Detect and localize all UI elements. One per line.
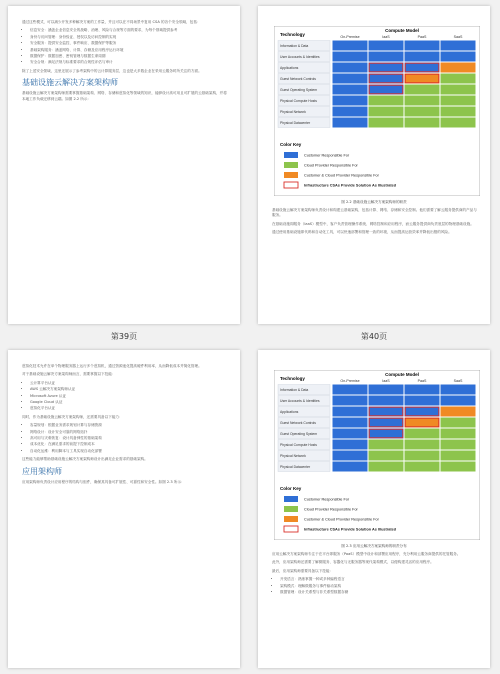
- matrix-cell: [405, 440, 440, 450]
- matrix-cell: [369, 96, 404, 106]
- responsibility-matrix-figure: [274, 26, 480, 196]
- matrix-cell: [441, 52, 476, 62]
- legend-label: Infrastructure CSAs Provide Solution As Illustrated: [304, 527, 397, 532]
- legend-swatch: [284, 182, 298, 188]
- figure-caption: 图 2.3 应用云解决方案架构师的职责分布: [341, 544, 407, 548]
- matrix-cell: [369, 440, 404, 450]
- matrix-cell: [441, 418, 476, 428]
- p41-bullet: • 虚拟化平台认证: [30, 406, 228, 411]
- p39-bullet: • 安全服务：提供安全监控、事件响应、数据保护等服务: [30, 41, 228, 46]
- matrix-cell: [369, 85, 404, 95]
- column-header: SaaS: [453, 379, 463, 383]
- row-label: Guest Operating System: [280, 88, 318, 92]
- matrix-cell: [441, 63, 476, 73]
- matrix-cell: [405, 418, 440, 428]
- matrix-cell: [369, 74, 404, 84]
- matrix-cell: [333, 107, 368, 117]
- section-heading: 基础设施云解决方案架构师: [22, 78, 118, 88]
- matrix-cell: [333, 63, 368, 73]
- column-header: PaaS: [417, 35, 427, 39]
- legend-swatch: [284, 506, 298, 512]
- matrix-cell: [405, 74, 440, 84]
- legend-swatch: [284, 516, 298, 522]
- page-number: 第39页: [110, 332, 138, 341]
- p39-bullet: • 信息安全：涵盖企业信息安全的战略、治理、风险与合规等方面的要求，为每个领域提供参考: [30, 28, 228, 33]
- page-41: [8, 350, 240, 668]
- matrix-cell: [369, 107, 404, 117]
- row-label: Physical Compute Hosts: [280, 443, 317, 447]
- legend-label: Customer Responsible For: [304, 153, 350, 158]
- legend-swatch: [284, 526, 298, 532]
- page-41-body: [22, 364, 228, 488]
- compute-model-title: Compute Model: [385, 28, 419, 33]
- matrix-cell: [369, 396, 404, 406]
- matrix-cell: [405, 63, 440, 73]
- p41-bullet: • 自动化运维：利用脚本与工具实现自动化部署: [30, 449, 228, 454]
- matrix-cell: [333, 418, 368, 428]
- p41-para: 对于基础设施云解决方案架构师而言，需要掌握以下技能：: [22, 372, 116, 377]
- matrix-cell: [369, 451, 404, 461]
- p41-para: 同时，作为基础设施云解决方案架构师，还需要具备以下能力：: [22, 414, 123, 419]
- matrix-cell: [405, 385, 440, 395]
- p39-para: 基础设施云解决方案架构师需要掌握基础架构、网络、存储和虚拟化等领域的知识，能够设计高可用且可扩展的云基础架构，并将本地工作负载迁移到云端。如图 2.2 所示：: [22, 91, 227, 101]
- matrix-cell: [405, 118, 440, 128]
- matrix-cell: [405, 41, 440, 51]
- p39-para: 除了上述安全领域，这里还展示了参考架构中的云计算服务层，这也是大多数企业在采用云服务时所关注的方面。: [22, 68, 202, 73]
- matrix-cell: [441, 407, 476, 417]
- p42-bullet-list: [272, 577, 478, 595]
- legend-swatch: [284, 162, 298, 168]
- page-42-body: [272, 552, 478, 598]
- p42-bullet: • 架构模式：理解微服务与事件驱动架构: [280, 584, 478, 589]
- matrix-cell: [369, 462, 404, 472]
- p41-para: 这些能力能够帮助基础设施云解决方案架构师设计出满足企业需求的基础架构。: [22, 457, 148, 462]
- row-label: Physical Datacenter: [280, 465, 311, 469]
- technology-title: Technology: [280, 32, 305, 37]
- column-header: SaaS: [453, 35, 463, 39]
- p39-intro: 通过这些模式，可以减少开发多种解决方案的工作量，并且可以在不同场景中复用 CSA 的各个安全领域，包括：: [22, 20, 201, 24]
- p41-para: 虚拟化技术允许在单个物理服务器上运行多个虚拟机，通过资源池化提高硬件利用率，从而降低成本并简化管理。: [22, 364, 202, 368]
- matrix-cell: [333, 118, 368, 128]
- legend-label: Customer & Cloud Provider Responsible For: [304, 173, 379, 178]
- row-label: Applications: [280, 410, 299, 414]
- column-header: IaaS: [382, 35, 390, 39]
- responsibility-matrix-figure-2: [274, 370, 480, 540]
- matrix-cell: [441, 440, 476, 450]
- row-label: Information & Data: [280, 44, 309, 48]
- technology-title: Technology: [280, 376, 305, 381]
- p39-bullet: • 数据保护：数据加密、密钥管理与数据生命周期: [30, 54, 228, 59]
- matrix-cell: [369, 41, 404, 51]
- matrix-cell: [369, 407, 404, 417]
- p40-para: 通过使用基础设施即代码和自动化工具，可以快速部署和管理一致的环境，从而提高运营效率并降低出错的风险。: [272, 230, 452, 235]
- row-label: Physical Datacenter: [280, 121, 311, 125]
- p40-para: 基础设施云解决方案架构师负责设计和构建云基础架构，包括计算、网络、存储和安全控制。他们需要了解云服务提供商的产品与服务。: [272, 208, 477, 218]
- matrix-cell: [441, 41, 476, 51]
- p39-bullet: • 安全合规：满足法规与标准要求的合规性评估与审计: [30, 60, 228, 65]
- row-label: Guest Network Controls: [280, 421, 316, 425]
- color-key-title: Color Key: [280, 486, 302, 491]
- matrix-cell: [441, 385, 476, 395]
- row-label: Information & Data: [280, 388, 309, 392]
- compute-model-title: Compute Model: [385, 372, 419, 377]
- matrix-cell: [405, 52, 440, 62]
- legend-label: Cloud Provider Responsible For: [304, 507, 358, 512]
- matrix-cell: [333, 429, 368, 439]
- p41-bullet: • 网络设计：设计安全可靠的网络拓扑: [30, 430, 228, 435]
- matrix-cell: [369, 63, 404, 73]
- matrix-cell: [405, 407, 440, 417]
- p41-bullet: • Google Cloud 认证: [30, 400, 228, 405]
- matrix-cell: [333, 462, 368, 472]
- column-header: On-Premise: [340, 35, 360, 39]
- matrix-cell: [333, 451, 368, 461]
- p42-bullet: • 开发语言：熟练掌握一种或多种编程语言: [280, 577, 478, 582]
- matrix-cell: [441, 85, 476, 95]
- legend-label: Customer Responsible For: [304, 497, 350, 502]
- p40-para: 在基础设施即服务（IaaS）模型中，客户负责管理操作系统、网络控制和应用程序，而云服务提供商负责底层的物理基础设施。: [272, 221, 474, 226]
- matrix-cell: [405, 85, 440, 95]
- matrix-cell: [333, 385, 368, 395]
- page-42: [258, 350, 490, 668]
- p41-bullet: • 成本优化：在满足需求的前提下控制成本: [30, 442, 228, 447]
- p41-bullet-list-2: [22, 423, 228, 454]
- matrix-cell: [405, 107, 440, 117]
- matrix-cell: [333, 407, 368, 417]
- p41-bullet: • 云计算平台认证: [30, 381, 228, 386]
- row-label: User Accounts & Identities: [280, 399, 320, 403]
- row-label: Guest Network Controls: [280, 77, 316, 81]
- matrix-cell: [405, 396, 440, 406]
- matrix-cell: [441, 451, 476, 461]
- matrix-cell: [441, 429, 476, 439]
- p39-bullet-list: [22, 28, 228, 65]
- row-label: Physical Compute Hosts: [280, 99, 317, 103]
- page-number: 第40页: [360, 332, 388, 341]
- matrix-cell: [333, 85, 368, 95]
- matrix-cell: [369, 52, 404, 62]
- matrix-cell: [405, 451, 440, 461]
- p42-para: 最后，应用架构师需要具备以下技能：: [272, 568, 334, 573]
- legend-label: Infrastructure CSAs Provide Solution As Illustrated: [304, 183, 397, 188]
- matrix-cell: [405, 462, 440, 472]
- matrix-cell: [441, 107, 476, 117]
- page-39-body: [22, 20, 228, 105]
- matrix-cell: [333, 41, 368, 51]
- p41-bullet: • AWS 云解决方案架构师认证: [30, 387, 228, 392]
- p41-bullet: • Microsoft Azure 认证: [30, 394, 228, 399]
- legend-swatch: [284, 496, 298, 502]
- row-label: User Accounts & Identities: [280, 55, 320, 59]
- p42-bullet: • 数据管理：设计关系型与非关系型数据存储: [280, 590, 478, 595]
- legend-swatch: [284, 152, 298, 158]
- matrix-cell: [333, 74, 368, 84]
- matrix-cell: [333, 396, 368, 406]
- matrix-cell: [369, 429, 404, 439]
- figure-caption: 图 2.2 基础设施云解决方案架构师的职责: [341, 200, 407, 204]
- column-header: IaaS: [382, 379, 390, 383]
- p41-bullet: • 高可用与灾难恢复：设计具备弹性的基础架构: [30, 436, 228, 441]
- legend-label: Cloud Provider Responsible For: [304, 163, 358, 168]
- page-40: [258, 6, 490, 324]
- matrix-cell: [369, 385, 404, 395]
- matrix-cell: [441, 96, 476, 106]
- matrix-cell: [405, 96, 440, 106]
- matrix-cell: [369, 118, 404, 128]
- p39-bullet: • 身份与访问管理：身份验证、授权以及访问控制的实现: [30, 35, 228, 40]
- p41-bullet-list: [22, 381, 228, 412]
- matrix-cell: [333, 440, 368, 450]
- page-40-body: [272, 208, 478, 239]
- column-header: On-Premise: [340, 379, 360, 383]
- legend-swatch: [284, 172, 298, 178]
- column-header: PaaS: [417, 379, 427, 383]
- page-39: [8, 6, 240, 324]
- matrix-cell: [405, 429, 440, 439]
- row-label: Guest Operating System: [280, 432, 318, 436]
- section-heading: 应用架构师: [22, 466, 62, 476]
- matrix-cell: [333, 52, 368, 62]
- p41-bullet: • 容量规划：根据业务需求规划计算与存储资源: [30, 423, 228, 428]
- p39-bullet: • 基础架构服务：涵盖网络、计算、存储及应用程序运行环境: [30, 48, 228, 53]
- matrix-cell: [441, 462, 476, 472]
- matrix-cell: [333, 96, 368, 106]
- matrix-cell: [441, 396, 476, 406]
- p42-para: 应用云解决方案架构师专注于在平台即服务（PaaS）模型中设计和部署应用程序，充分利用云服务商提供的托管服务。: [272, 552, 461, 556]
- matrix-cell: [369, 418, 404, 428]
- p42-para: 此外，应用架构师还需要了解微服务、容器化与无服务器等现代架构模式，以便构建灵活的应用程序。: [272, 560, 434, 565]
- p41-para: 应用架构师负责设计应用程序的结构与组件，确保其具备可扩展性、可靠性和安全性。如图 2.3 所示：: [22, 479, 185, 484]
- matrix-cell: [441, 74, 476, 84]
- row-label: Applications: [280, 66, 299, 70]
- legend-label: Customer & Cloud Provider Responsible For: [304, 517, 379, 522]
- color-key-title: Color Key: [280, 142, 302, 147]
- matrix-cell: [441, 118, 476, 128]
- row-label: Physical Network: [280, 454, 307, 458]
- row-label: Physical Network: [280, 110, 307, 114]
